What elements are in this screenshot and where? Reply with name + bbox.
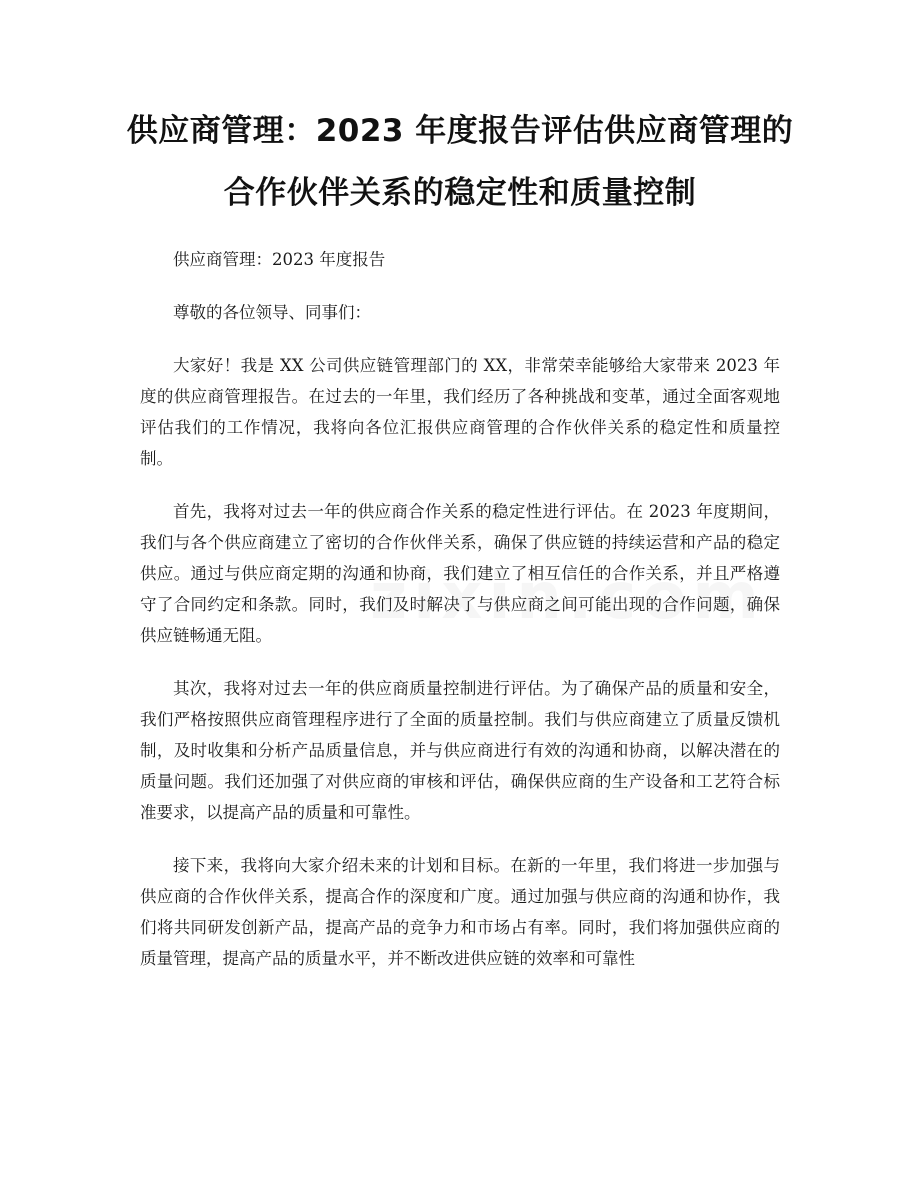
paragraph-quality: 其次，我将对过去一年的供应商质量控制进行评估。为了确保产品的质量和安全，我们严格按照供应商管理程序进行了全面的质量控制。我们与供应商建立了质量反馈机制，及时收集和分析产品质量信息，并与供应商进行有效的沟通和协商，以解决潜在的质量问题。我们还加强了对供应商的审核和评估，确保供应商的生产设备和工艺符合标准要求，以提高产品的质量和可靠性。 xyxy=(140,679,780,822)
document-title: 供应商管理：2023 年度报告评估供应商管理的合作伙伴关系的稳定性和质量控制 xyxy=(126,113,794,211)
paragraph-future: 接下来，我将向大家介绍未来的计划和目标。在新的一年里，我们将进一步加强与供应商的合作伙伴关系，提高合作的深度和广度。通过加强与供应商的沟通和协作，我们将共同研发创新产品，提高产品的竞争力和市场占有率。同时，我们将加强供应商的质量管理，提高产品的质量水平，并不断改进供应链的效率和可靠性 xyxy=(140,856,780,968)
paragraph-greeting: 尊敬的各位领导、同事们： xyxy=(173,303,371,322)
paragraph-intro: 大家好！我是 XX 公司供应链管理部门的 XX，非常荣幸能够给大家带来 2023 年度的供应商管理报告。在过去的一年里，我们经历了各种挑战和变革，通过全面客观地评估我们的工作情况，我将向各位汇报供应商管理的合作伙伴关系的稳定性和质量控制。 xyxy=(140,356,780,468)
paragraph-subtitle: 供应商管理：2023 年度报告 xyxy=(173,250,386,269)
paragraph-stability: 首先，我将对过去一年的供应商合作关系的稳定性进行评估。在 2023 年度期间，我们与各个供应商建立了密切的合作伙伴关系，确保了供应链的持续运营和产品的稳定供应。通过与供应商定期的沟通和协商，我们建立了相互信任的合作关系，并且严格遵守了合同约定和条款。同时，我们及时解决了与供应商之间可能出现的合作问题，确保供应链畅通无阻。 xyxy=(140,502,780,645)
document-body xyxy=(140,244,780,996)
